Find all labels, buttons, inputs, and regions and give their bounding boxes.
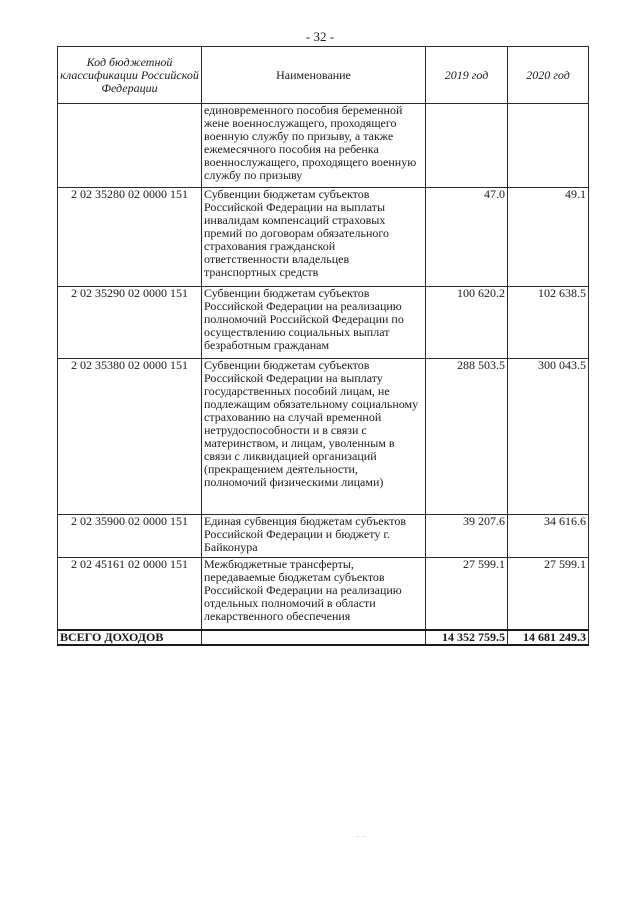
total-value-2020: 14 681 249.3 bbox=[508, 630, 589, 645]
row-name: единовременного пособия беременной жене военнослужащего, проходящего военную службу по призыву, а также ежемесячного пособия на ребенка военнослужащего, проходящего военную службу по призыву bbox=[202, 104, 426, 188]
table-row bbox=[58, 188, 589, 287]
row-value-2020: 102 638.5 bbox=[508, 287, 589, 359]
table-row bbox=[58, 359, 589, 515]
row-name: Единая субвенция бюджетам субъектов Российской Федерации и бюджету г. Байконура bbox=[202, 515, 426, 558]
budget-revenue-table bbox=[57, 46, 589, 646]
total-label: ВСЕГО ДОХОДОВ bbox=[58, 630, 202, 645]
row-value-2020 bbox=[508, 104, 589, 188]
table-row bbox=[58, 515, 589, 558]
header-year-2020: 2020 год bbox=[508, 47, 589, 104]
total-value-2019: 14 352 759.5 bbox=[426, 630, 508, 645]
row-value-2019: 27 599.1 bbox=[426, 558, 508, 630]
row-value-2019: 39 207.6 bbox=[426, 515, 508, 558]
row-name: Субвенции бюджетам субъектов Российской Федерации на реализацию полномочий Российской Федерации по осуществлению социальных выплат безработным гражданам bbox=[202, 287, 426, 359]
table-row bbox=[58, 558, 589, 630]
table-row bbox=[58, 104, 589, 188]
header-code: Код бюджетной классификации Российской Федерации bbox=[58, 47, 202, 104]
row-name: Межбюджетные трансферты, передаваемые бюджетам субъектов Российской Федерации на реализацию отдельных полномочий в области лекарственного обеспечения bbox=[202, 558, 426, 630]
header-name: Наименование bbox=[202, 47, 426, 104]
table-header-row bbox=[58, 47, 589, 104]
row-value-2020: 49.1 bbox=[508, 188, 589, 287]
row-value-2019: 288 503.5 bbox=[426, 359, 508, 515]
row-name: Субвенции бюджетам субъектов Российской Федерации на выплаты инвалидам компенсаций страховых премий по договорам обязательного страхования гражданской ответственности владельцев транспортных средств bbox=[202, 188, 426, 287]
row-code: 2 02 35280 02 0000 151 bbox=[58, 188, 202, 287]
row-code bbox=[58, 104, 202, 188]
row-name: Субвенции бюджетам субъектов Российской Федерации на выплату государственных пособий лицам, не подлежащим обязательному социальному страхованию на случай временной нетрудоспособности и в связи с материнством, и лицам, уволенным в связи с ликвидацией организаций (прекращением деятельности, полномочий физическими лицами) bbox=[202, 359, 426, 515]
scan-mark: . . bbox=[357, 830, 366, 839]
row-code: 2 02 35290 02 0000 151 bbox=[58, 287, 202, 359]
row-value-2019 bbox=[426, 104, 508, 188]
header-year-2019: 2019 год bbox=[426, 47, 508, 104]
row-value-2019: 47.0 bbox=[426, 188, 508, 287]
row-value-2020: 27 599.1 bbox=[508, 558, 589, 630]
row-code: 2 02 45161 02 0000 151 bbox=[58, 558, 202, 630]
row-value-2020: 34 616.6 bbox=[508, 515, 589, 558]
page-number: - 32 - bbox=[305, 29, 335, 44]
row-value-2020: 300 043.5 bbox=[508, 359, 589, 515]
total-row bbox=[58, 630, 589, 645]
row-code: 2 02 35380 02 0000 151 bbox=[58, 359, 202, 515]
table-row bbox=[58, 287, 589, 359]
row-value-2019: 100 620.2 bbox=[426, 287, 508, 359]
row-code: 2 02 35900 02 0000 151 bbox=[58, 515, 202, 558]
total-name-empty bbox=[202, 630, 426, 645]
